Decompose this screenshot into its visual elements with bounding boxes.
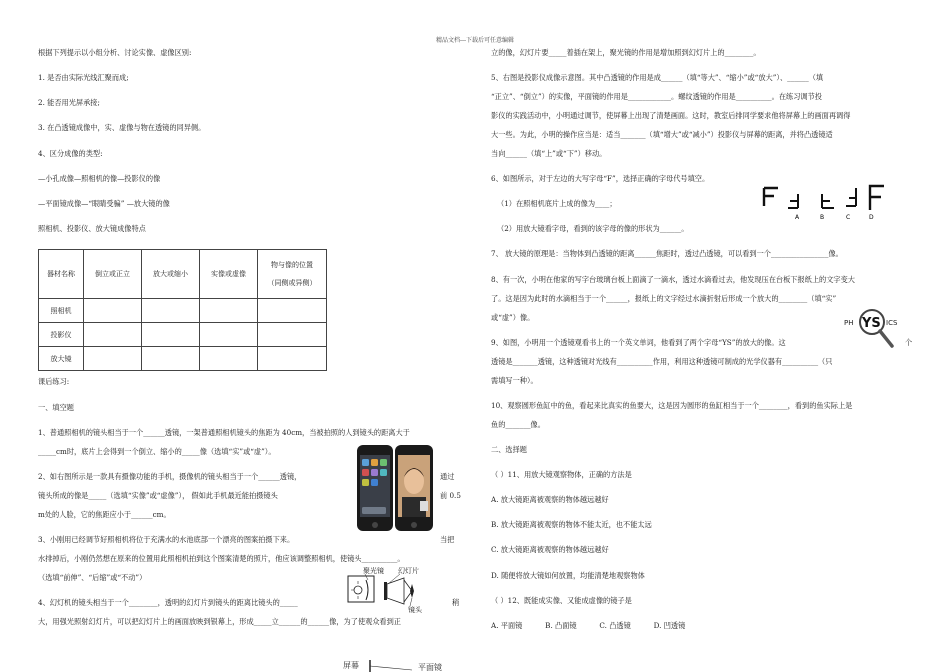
page-header: 精品文档---下载后可任意编辑	[435, 37, 515, 44]
question-11: （ ）11、用放大镜观察物体，正确的方法是	[491, 470, 632, 479]
table-header-cell: 倒立或正立	[84, 250, 142, 299]
question-3-line-3: （选填“前伸”、“后缩”或“不动”）	[38, 573, 147, 582]
after-class-label: 课后练习:	[38, 377, 70, 386]
option-b-label: B	[820, 214, 825, 221]
question-7: 7、 放大镜的原理是：当物体到凸透镜的距离______焦距时，透过凸透镜，可以看到一个________________像。	[491, 249, 843, 258]
question-9-line-1: 9、如图，小明用一个透镜观看书上的一个英文单词，他看到了两个字母“YS”的放大的像。这	[491, 338, 786, 347]
question-4-line-1: 4、幻灯机的镜头相当于一个________，透明的幻灯片到镜头的距离比镜头的_____	[38, 598, 298, 607]
question-10-line-2: 鱼的_______像。	[491, 420, 545, 429]
question-6-part-1: （1）在照相机底片上成的像为____；	[497, 199, 617, 208]
question-11-option-a: A. 放大镜距离被观察的物体越远越好	[491, 495, 609, 504]
table-row-label: 投影仪	[39, 323, 84, 347]
table-caption: 照相机、投影仪、放大镜成像特点	[38, 224, 146, 233]
table-header-line: （同侧或异侧）	[267, 279, 317, 287]
question-9-line-1-tail: 个	[905, 338, 913, 347]
table-header-cell: 器材名称	[39, 250, 84, 299]
question-2-line-2: 镜头所成的像是_____（选填“实像”或“虚像”）， 假如此手机最近能拍摄镜头	[38, 491, 278, 500]
comparison-table	[38, 249, 327, 371]
question-11-option-c: C. 放大镜距离被观察的物体越远越好	[491, 545, 609, 554]
table-row	[39, 347, 327, 371]
question-11-option-b: B. 放大镜距离被观察的物体不能太近，也不能太远	[491, 520, 652, 529]
table-header-cell: 放大或缩小	[142, 250, 200, 299]
fig-label-plane-mirror: 平面镜	[418, 663, 442, 672]
option-d-label: D	[869, 214, 874, 221]
table-row-label: 照相机	[39, 299, 84, 323]
letter-f-figure	[760, 182, 892, 222]
question-4-line-2: 大，用强光照射幻灯片，可以把幻灯片上的画面放映到银幕上，形成_____立______的______像，为了使观众看到正	[38, 617, 401, 626]
question-11-option-d: D. 随便将放大镜如何放置，均能清楚地观察物体	[491, 571, 645, 580]
question-3-line-1: 3、小刚用已经调节好照相机将位于充满水的水池底部一个漂亮的图案拍摄下来。	[38, 535, 295, 544]
question-3-line-2: 水排掉后，小刚仍然想在原来的位置用此照相机拍到这个图案清楚的照片，他应该调整照相机，使镜头__________。	[38, 554, 405, 563]
option-a-label: A	[795, 214, 800, 221]
question-5-line-1: 5、右图是投影仪成像示意图。其中凸透镜的作用是成______（填“等大”、“缩小”或“放大”）、______（填	[491, 73, 824, 82]
question-9-line-3: 需填写一种）。	[491, 376, 538, 385]
question-1-line-1: 1、普通照相机的镜头相当于一个______透镜，一架普通照相机镜头的焦距为 40cm，当被拍照的人到镜头的距离大于	[38, 428, 410, 437]
section-fill-title: 一、填空题	[38, 403, 74, 412]
intro-text: 根据下列提示以小组分析、讨论实像、虚像区别:	[38, 48, 192, 57]
list-line-1: —小孔成像—照相机的像—投影仪的像	[38, 174, 161, 183]
question-5-line-3: 影仪的实践活动中，小明通过调节，使屏幕上出现了清楚画面。这时，教室后排同学要求他将屏幕上的画面再调得	[491, 111, 851, 120]
question-5-line-5: 当向______（填“上”或“下”）移动。	[491, 149, 607, 158]
question-10-line-1: 10、观察圆形鱼缸中的鱼，看起来比真实的鱼要大，这是因为圆形的鱼缸相当于一个________，看到的鱼实际上是	[491, 401, 853, 410]
question-6-part-2: （2）用放大镜看字母，看到的该字母的像的形状为______。	[497, 224, 689, 233]
question-6: 6、如图所示，对于左边的大写字母“F”，选择正确的字母代号填空。	[491, 174, 710, 183]
question-8-line-1: 8、有一次，小明在他家的写字台玻璃台板上面滴了一滴水，透过水滴看过去，他发现压在台板下报纸上的文字变大	[491, 275, 855, 284]
question-4-continued: 立的像，幻灯片要_____着插在架上，聚光镜的作用是增加照到幻灯片上的________。	[491, 48, 761, 57]
point-1: 1. 是否由实际光线汇聚而成;	[38, 73, 129, 82]
table-row	[39, 299, 327, 323]
magnified-letters: YS	[862, 316, 881, 331]
table-header-cell: 实像或虚像	[200, 250, 258, 299]
table-header-cell	[258, 250, 327, 299]
table-header-line: 物与像的位置	[271, 261, 313, 269]
question-1-line-2: _____cm时，底片上会得到一个倒立、缩小的_____像（选填“实”或“虚”）。	[38, 447, 276, 456]
question-2-line-3: m处的人脸，它的焦距应小于______cm。	[38, 510, 171, 519]
question-3-line-1-tail: 当把	[440, 535, 455, 544]
magnifier-ys-figure	[842, 306, 904, 352]
point-4: 4、区分成像的类型:	[38, 149, 103, 158]
question-5-line-2: “正立”、“倒立”）的实像，平面镜的作用是____________。螺纹透镜的作用是__________。在练习调节投	[491, 92, 822, 101]
overhead-projector-figure	[340, 658, 450, 672]
question-12-options: A. 平面镜 B. 凸面镜 C. 凸透镜 D. 凹透镜	[491, 621, 686, 630]
question-2-line-2-tail: 前 0.5	[440, 491, 461, 500]
option-c-label: C	[846, 214, 851, 221]
question-9-line-2: 透镜是_______透镜，这种透镜对光线有__________作用，利用这种透镜可制成的光学仪器有__________（只	[491, 357, 833, 366]
fig-label-condenser: 聚光镜	[363, 567, 384, 575]
question-2-line-1-tail: 通过	[440, 472, 455, 481]
slide-projector-figure	[346, 566, 432, 614]
question-12: （ ）12、既能成实像、又能成虚像的镜子是	[491, 596, 632, 605]
word-right: ICS	[886, 319, 898, 327]
table-row-label: 放大镜	[39, 347, 84, 371]
question-8-line-3: 或“虚”）像。	[491, 313, 535, 322]
fig-label-screen: 屏幕	[343, 661, 359, 670]
word-left: PH	[844, 319, 854, 327]
question-8-line-2: 了。这是因为此时的水滴相当于一个______，报纸上的文字经过水滴折射后形成一个放大的________（填“实”	[491, 294, 837, 303]
table-row	[39, 323, 327, 347]
point-3: 3. 在凸透镜成像中，实、虚像与物在透镜的同异侧。	[38, 123, 206, 132]
section-choice-title: 二、选择题	[491, 445, 527, 454]
list-line-2: —平面镜成像—“眼睛受骗” —放大镜的像	[38, 199, 170, 208]
question-2-line-1: 2、如右图所示是一款具有摄像功能的手机，摄像机的镜头相当于一个______透镜，	[38, 472, 302, 481]
fig-label-lens: 镜头	[408, 606, 422, 614]
phone-camera-figure	[355, 443, 435, 535]
point-2: 2. 能否用光屏承接;	[38, 98, 100, 107]
question-5-line-4: 大一些。为此，小明的操作应当是：适当_______（填“增大”或“减小”）投影仪与屏幕的距离，并将凸透镜适	[491, 130, 833, 139]
question-4-line-1-tail: 稍	[452, 598, 460, 607]
fig-label-slide: 幻灯片	[398, 567, 419, 575]
